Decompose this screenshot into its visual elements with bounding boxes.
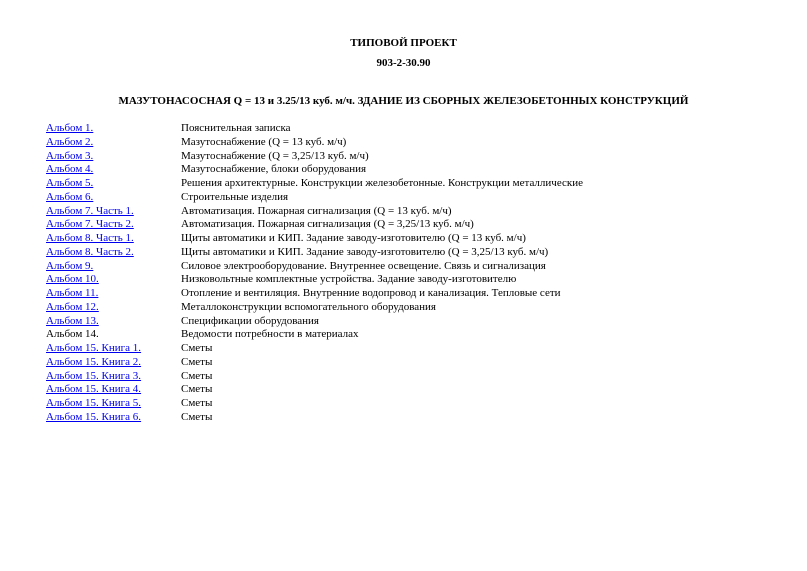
album-link[interactable]: Альбом 15. Книга 1. [46, 342, 142, 354]
album-link[interactable]: Альбом 9. [46, 259, 94, 272]
album-description: Мазутоснабжение (Q = 13 куб. м/ч) [181, 135, 347, 148]
album-description: Автоматизация. Пожарная сигнализация (Q = 13 куб. м/ч) [181, 204, 452, 217]
album-description: Силовое электрооборудование. Внутреннее освещение. Связь и сигнализация [181, 259, 546, 272]
album-row [46, 177, 583, 191]
album-link[interactable]: Альбом 8. Часть 2. [46, 245, 134, 258]
album-link[interactable]: Альбом 1. [46, 122, 94, 134]
album-row [46, 370, 583, 384]
album-row [46, 163, 583, 177]
album-link[interactable]: Альбом 15. Книга 2. [46, 355, 142, 368]
album-link[interactable]: Альбом 15. Книга 4. [46, 383, 142, 396]
album-row [46, 328, 583, 342]
album-label: Альбом 14. [46, 328, 99, 341]
album-description: Сметы [181, 397, 213, 409]
album-link[interactable]: Альбом 15. Книга 5. [46, 397, 142, 409]
album-description: Строительные изделия [181, 190, 289, 203]
album-row [46, 260, 583, 274]
album-description: Мазутоснабжение, блоки оборудования [181, 163, 367, 176]
album-row [46, 191, 583, 205]
album-row [46, 273, 583, 287]
album-row [46, 246, 583, 260]
album-row [46, 301, 583, 315]
album-row [46, 342, 583, 356]
album-description: Низковольтные комплектные устройства. Задание заводу-изготовителю [181, 273, 517, 286]
album-row [46, 356, 583, 370]
album-description: Пояснительная записка [181, 122, 291, 134]
album-description: Мазутоснабжение (Q = 3,25/13 куб. м/ч) [181, 149, 369, 162]
album-link[interactable]: Альбом 2. [46, 135, 94, 148]
album-description: Сметы [181, 383, 213, 396]
album-description: Отопление и вентиляция. Внутренние водопровод и канализация. Тепловые сети [181, 287, 561, 299]
album-description: Сметы [181, 355, 213, 368]
album-description: Щиты автоматики и КИП. Задание заводу-изготовителю (Q = 3,25/13 куб. м/ч) [181, 245, 549, 258]
album-link[interactable]: Альбом 5. [46, 177, 94, 189]
album-description: Сметы [181, 342, 213, 354]
album-row [46, 205, 583, 219]
project-number: 903-2-30.90 [376, 57, 431, 69]
album-link[interactable]: Альбом 3. [46, 149, 94, 162]
album-link[interactable]: Альбом 15. Книга 3. [46, 369, 142, 382]
album-description: Ведомости потребности в материалах [181, 328, 359, 341]
album-row [46, 315, 583, 329]
album-description: Сметы [181, 410, 213, 423]
album-row [46, 150, 583, 164]
album-row [46, 383, 583, 397]
album-link[interactable]: Альбом 6. [46, 190, 94, 203]
album-description: Решения архитектурные. Конструкции железобетонные. Конструкции металлические [181, 177, 583, 189]
album-row [46, 411, 583, 425]
album-row [46, 397, 583, 411]
project-subtitle: МАЗУТОНАСОСНАЯ Q = 13 и 3.25/13 куб. м/ч. ЗДАНИЕ ИЗ СБОРНЫХ ЖЕЛЕЗОБЕТОННЫХ КОНСТРУКЦИЙ [118, 95, 689, 107]
album-link[interactable]: Альбом 13. [46, 314, 99, 327]
album-row [46, 136, 583, 150]
album-link[interactable]: Альбом 10. [46, 273, 99, 286]
album-description: Щиты автоматики и КИП. Задание заводу-изготовителю (Q = 13 куб. м/ч) [181, 232, 526, 244]
album-link[interactable]: Альбом 8. Часть 1. [46, 232, 134, 244]
album-description: Автоматизация. Пожарная сигнализация (Q = 3,25/13 куб. м/ч) [181, 218, 474, 231]
album-row [46, 218, 583, 232]
album-link[interactable]: Альбом 7. Часть 2. [46, 218, 134, 231]
album-row [46, 232, 583, 246]
album-link[interactable]: Альбом 11. [46, 287, 99, 299]
album-row [46, 122, 583, 136]
album-link[interactable]: Альбом 7. Часть 1. [46, 204, 134, 217]
album-link[interactable]: Альбом 12. [46, 300, 99, 313]
album-list [46, 122, 583, 425]
album-description: Металлоконструкции вспомогательного оборудования [181, 300, 436, 313]
album-link[interactable]: Альбом 15. Книга 6. [46, 410, 142, 423]
album-link[interactable]: Альбом 4. [46, 163, 94, 176]
document-title: ТИПОВОЙ ПРОЕКТ [350, 37, 457, 49]
album-row [46, 287, 583, 301]
album-description: Сметы [181, 369, 213, 382]
album-description: Спецификации оборудования [181, 314, 319, 327]
